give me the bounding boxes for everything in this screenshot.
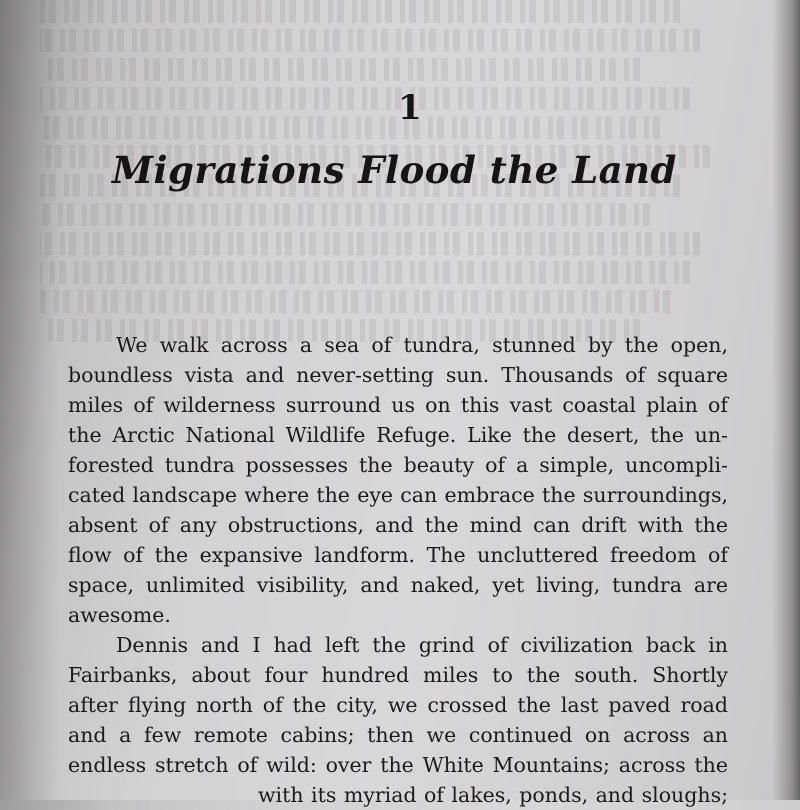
text-line: awesome. — [68, 603, 171, 627]
text-line: Dennis and I had left the grind of civilization back in — [116, 633, 728, 657]
paragraph-1 — [68, 330, 728, 630]
text-line: after flying north of the city, we crossed the last paved road — [68, 693, 728, 717]
text-line: We walk across a sea of tundra, stunned by the open, — [116, 333, 728, 357]
chapter-number: 1 — [398, 88, 422, 128]
text-line: with its myriad of lakes, ponds, and sloughs; — [258, 783, 728, 807]
chapter-title: Migrations Flood the Land — [112, 148, 677, 192]
paragraph-2 — [68, 630, 728, 810]
text-line: cated landscape where the eye can embrace the surroundings, — [68, 483, 728, 507]
text-line: miles of wilderness surround us on this vast coastal plain of — [68, 393, 728, 417]
text-line: space, unlimited visibility, and naked, yet living, tundra are — [68, 573, 728, 597]
page-gutter-shadow — [0, 0, 60, 800]
text-line: flow of the expansive landform. The uncluttered freedom of — [68, 543, 728, 567]
text-line: boundless vista and never-setting sun. Thousands of square — [68, 363, 728, 387]
text-line: endless stretch of wild: over the White Mountains; across the — [68, 753, 728, 777]
text-line: Fairbanks, about four hundred miles to the south. Shortly — [68, 663, 728, 687]
text-line: and a few remote cabins; then we continued on across an — [68, 723, 728, 747]
body-text — [68, 330, 728, 810]
text-line: the Arctic National Wildlife Refuge. Like the desert, the un- — [68, 423, 728, 447]
page-edge-shadow — [772, 0, 800, 800]
text-line: absent of any obstructions, and the mind can drift with the — [68, 513, 728, 537]
text-line: forested tundra possesses the beauty of a simple, uncompli- — [68, 453, 728, 477]
